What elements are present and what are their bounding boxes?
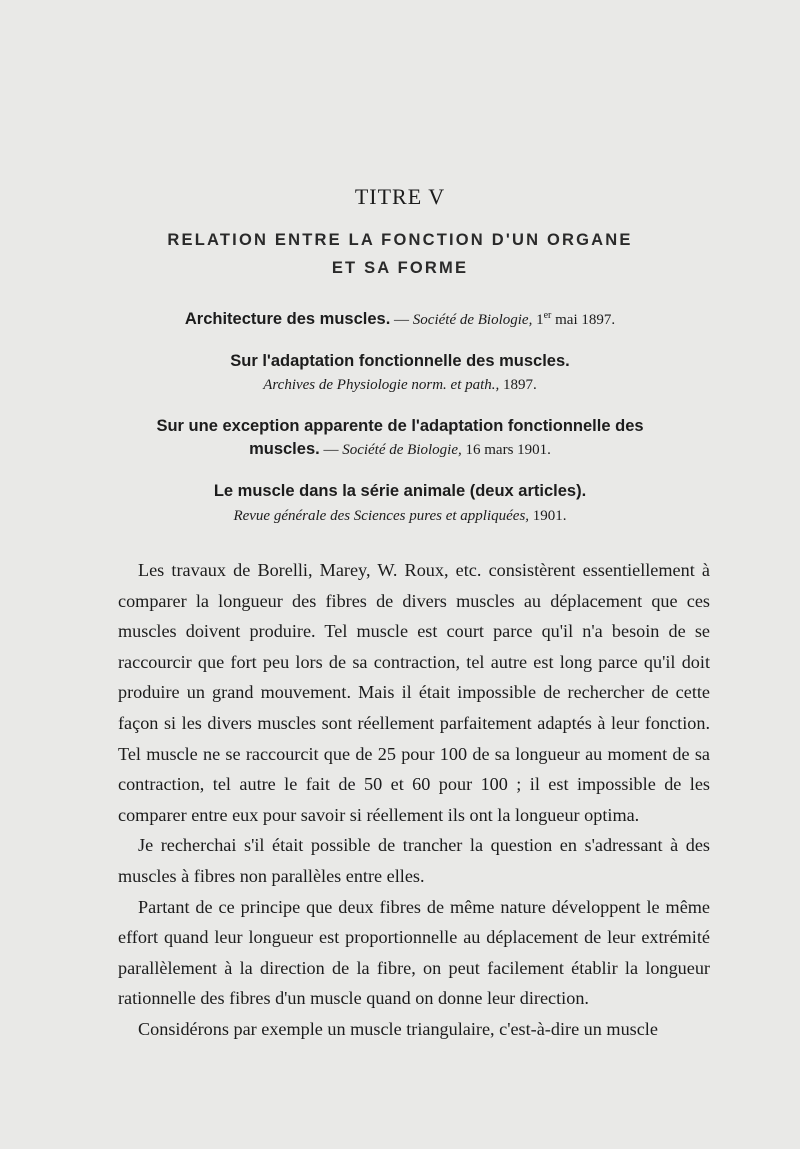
date-superscript: er — [543, 310, 552, 321]
reference-1 — [0, 310, 800, 329]
paragraph: Considérons par exemple un muscle triangulaire, c'est-à-dire un muscle — [138, 1018, 658, 1039]
reference-date: 1901. — [529, 508, 567, 524]
reference-title-cont: muscles. — [249, 440, 320, 458]
reference-title: Le muscle dans la série animale (deux articles). — [213, 482, 587, 500]
reference-title: Sur l'adaptation fonctionnelle des muscles. — [230, 352, 570, 370]
reference-source: Société de Biologie, — [342, 442, 462, 458]
reference-2-source — [0, 376, 800, 394]
reference-date: 1897. — [499, 377, 537, 393]
reference-dash: — — [319, 442, 343, 458]
section-subtitle-line2: ET SA FORME — [331, 259, 469, 277]
reference-title: Architecture des muscles. — [184, 310, 391, 328]
body-text — [118, 555, 710, 1045]
reference-3-title-line2 — [0, 440, 800, 459]
reference-4-title — [0, 482, 800, 501]
paragraph: Les travaux de Borelli, Marey, W. Roux, etc. consistèrent essentiellement à comparer la longueur des fibres de divers muscles au déplacement que ces muscles doivent produire. Tel muscle est court parce qu'il n'a besoin de se raccourcir que fort peu lors de sa contraction, tel autre est long parce qu'il doit produire un grand mouvement. Mais il était impossible de rechercher de cette façon si les divers muscles sont réellement parfaitement adaptés à leur fonction. Tel muscle ne se raccourcit que de 25 pour 100 de sa longueur au moment de sa contraction, tel autre le fait de 50 et 60 pour 100 ; il est impossible de les comparer entre eux pour savoir si réellement ils ont la longueur optima. — [118, 560, 710, 825]
reference-3-title-line1 — [0, 417, 800, 436]
reference-4-source — [0, 507, 800, 525]
section-subtitle-line1: RELATION ENTRE LA FONCTION D'UN ORGANE — [167, 231, 633, 249]
date-rest: mai 1897. — [551, 312, 616, 328]
reference-title: Sur une exception apparente de l'adaptation fonctionnelle des — [156, 417, 644, 435]
paragraph: Je recherchai s'il était possible de trancher la question en s'adressant à des muscles à fibres non parallèles entre elles. — [118, 835, 710, 886]
reference-source: Archives de Physiologie norm. et path., — [263, 377, 500, 393]
reference-date — [532, 312, 615, 328]
reference-date: 16 mars 1901. — [461, 442, 551, 458]
reference-2-title — [0, 352, 800, 371]
date-day: 1 — [532, 312, 544, 328]
section-title: TITRE V — [354, 184, 446, 209]
reference-source: Société de Biologie, — [412, 312, 533, 328]
reference-source: Revue générale des Sciences pures et appliquées, — [233, 508, 530, 524]
paragraph: Partant de ce principe que deux fibres de même nature développent le même effort quand leur longueur est proportionnelle au déplacement de leur extrémité parallèlement à la direction de la fibre, on peut facilement établir la longueur rationnelle des fibres d'un muscle quand on donne leur direction. — [118, 896, 710, 1009]
reference-dash: — — [390, 312, 413, 328]
